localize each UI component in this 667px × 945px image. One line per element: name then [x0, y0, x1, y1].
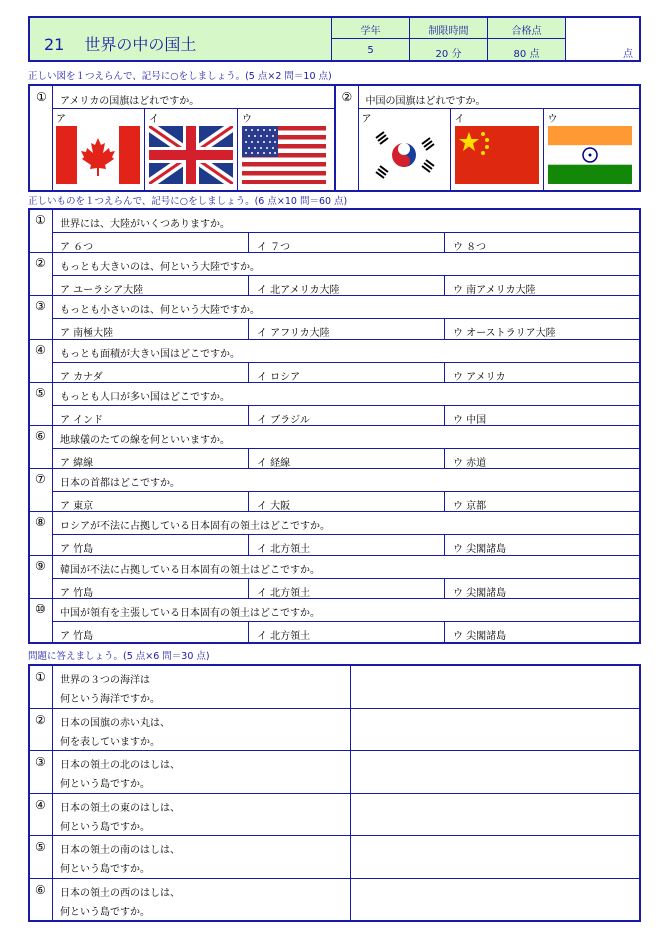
flag-option-c[interactable]: [544, 108, 637, 192]
question-number: ①: [35, 670, 46, 684]
answer-option[interactable]: ウ オーストラリア大陸: [444, 319, 639, 338]
pass-score-label: 合格点: [511, 26, 542, 37]
mc-question-row: [30, 253, 639, 296]
answer-option[interactable]: ア ６つ: [60, 242, 94, 253]
grade-value: 5: [367, 45, 374, 56]
answer-option[interactable]: イ ロシア: [248, 363, 444, 382]
worksheet-number: 21: [44, 35, 65, 54]
question-text-line2: 何という島ですか。: [60, 907, 150, 918]
option-label: ア: [361, 114, 372, 125]
question-text-line2: 何という島ですか。: [60, 864, 150, 876]
usa-flag-icon: [242, 126, 326, 184]
question-text-line2: 何という島ですか。: [60, 821, 150, 833]
answer-box[interactable]: [350, 666, 351, 708]
short-answer-row: [30, 879, 639, 922]
answer-option[interactable]: ウ 尖閣諸島: [444, 579, 639, 598]
question-text: 地球儀のたての線を何といいますか。: [60, 435, 230, 446]
question-number: ③: [35, 299, 46, 314]
question-number: ②: [35, 256, 46, 271]
page-title: [30, 18, 332, 60]
time-limit-value: 20 分: [435, 49, 462, 60]
question-text: もっとも人口が多い国はどこですか。: [60, 391, 230, 403]
short-answer-row: [30, 794, 639, 837]
question-number: ⑨: [35, 558, 46, 573]
grade-label: 学年: [360, 26, 381, 37]
mc-question-row: [30, 296, 639, 339]
question-text-line2: 何という海洋ですか。: [60, 694, 160, 705]
flag-questions: [28, 84, 641, 192]
short-answer-row: [30, 666, 639, 709]
answer-option[interactable]: ウ 尖閣諸島: [444, 535, 639, 554]
question-text-line1: 日本の領土の北のはしは、: [60, 760, 180, 772]
answer-option[interactable]: ア カナダ: [60, 371, 103, 383]
answer-option[interactable]: ア 竹島: [60, 544, 94, 556]
question-number: ①: [35, 213, 46, 227]
question-text: 中国が領有を主張している日本固有の領土はどこですか。: [60, 607, 320, 619]
section1-instruction: 正しい図を１つえらんで、記号に○をしましょう。(5 点×2 問＝10 点): [28, 71, 332, 82]
question-text-line2: 何という島ですか。: [60, 779, 150, 791]
short-answer-row: [30, 751, 639, 794]
mc-question-row: [30, 599, 639, 642]
mc-question-row: [30, 210, 639, 253]
answer-option[interactable]: ウ 南アメリカ大陸: [444, 276, 639, 295]
flag-option-c[interactable]: [238, 108, 331, 192]
question-number: ①: [36, 90, 47, 104]
answer-option[interactable]: ウ 京都: [444, 492, 639, 511]
question-text: 日本の首都はどこですか。: [60, 478, 180, 490]
answer-option[interactable]: ア 緯線: [60, 458, 94, 469]
flag-option-b[interactable]: [451, 108, 544, 192]
answer-option[interactable]: イ 北方領土: [248, 579, 444, 598]
option-label: ア: [56, 114, 66, 125]
short-answer-row: [30, 709, 639, 752]
question-number: ③: [35, 755, 46, 770]
answer-option[interactable]: ウ 尖閣諸島: [444, 622, 639, 642]
question-number: ⑥: [35, 883, 46, 897]
question-number: ⑤: [35, 840, 46, 855]
answer-option[interactable]: イ 北アメリカ大陸: [248, 276, 444, 295]
answer-option[interactable]: ア 東京: [60, 501, 94, 513]
short-answer-row: [30, 836, 639, 879]
answer-option[interactable]: ア 竹島: [60, 630, 94, 642]
answer-box[interactable]: [350, 751, 351, 793]
time-limit-cell: [410, 18, 488, 60]
question-number: ②: [341, 90, 353, 104]
question-text-line2: 何を表していますか。: [60, 736, 160, 748]
answer-option[interactable]: ア ユーラシア大陸: [60, 285, 144, 297]
question-text: 中国の国旗はどれですか。: [365, 96, 486, 107]
answer-option[interactable]: ウ ８つ: [444, 233, 639, 252]
mc-question-row: [30, 340, 639, 383]
section3-instruction: 問題に答えましょう。(5 点×6 問＝30 点): [28, 651, 210, 662]
option-label: ウ: [242, 114, 252, 125]
answer-box[interactable]: [350, 836, 351, 878]
question-number: ⑧: [35, 515, 46, 530]
time-limit-label: 制限時間: [428, 26, 469, 37]
score-unit: 点: [623, 49, 633, 60]
answer-option[interactable]: ウ アメリカ: [444, 363, 639, 382]
option-label: イ: [149, 114, 159, 125]
question-number: ④: [35, 797, 46, 812]
question-text: もっとも面積が大きい国はどこですか。: [60, 348, 240, 360]
answer-option[interactable]: イ 北方領土: [248, 622, 444, 642]
answer-option[interactable]: イ 経線: [248, 449, 444, 468]
india-flag-icon: [548, 126, 632, 184]
mc-question-row: [30, 426, 639, 469]
question-text: ロシアが不法に占拠している日本固有の領土はどこですか。: [60, 521, 330, 533]
mc-question-row: [30, 383, 639, 426]
answer-option[interactable]: イ 北方領土: [248, 535, 444, 554]
answer-option[interactable]: イ ７つ: [248, 233, 444, 252]
question-text-line1: 日本の領土の南のはしは、: [60, 845, 180, 857]
answer-option[interactable]: ア 南極大陸: [60, 328, 114, 340]
mc-question-row: [30, 512, 639, 555]
answer-option[interactable]: ア 竹島: [60, 587, 94, 599]
option-label: ウ: [547, 114, 558, 125]
question-text-line1: 日本の領土の東のはしは、: [60, 802, 180, 814]
mc-question-row: [30, 469, 639, 512]
grade-cell: [332, 18, 410, 60]
answer-option[interactable]: ウ 中国: [444, 406, 639, 425]
pass-score-value: 80 点: [513, 49, 540, 60]
korea-flag-icon: [362, 126, 446, 184]
question-text: もっとも大きいのは、何という大陸ですか。: [60, 262, 260, 274]
answer-option[interactable]: イ ブラジル: [248, 406, 444, 425]
flag-question-2: [334, 86, 640, 190]
worksheet-title: 世界の中の国土: [84, 35, 197, 54]
short-answer-table: [28, 664, 641, 922]
question-number: ⑩: [35, 601, 46, 616]
multiple-choice-table: [28, 208, 641, 644]
answer-box[interactable]: [350, 709, 351, 751]
section2-instruction: 正しいものを１つえらんで、記号に○をしましょう。(6 点×10 問＝60 点): [28, 196, 348, 207]
question-number: ④: [35, 342, 46, 357]
question-text-line1: 世界の３つの海洋は: [60, 675, 150, 686]
question-text: 韓国が不法に占拠している日本固有の領土はどこですか。: [60, 564, 320, 576]
question-text: アメリカの国旗はどれですか。: [60, 96, 200, 107]
question-text-line1: 日本の領土の西のはしは、: [60, 888, 180, 899]
flag-option-a[interactable]: [52, 108, 145, 192]
answer-box[interactable]: [350, 879, 351, 922]
option-label: イ: [454, 114, 465, 125]
answer-box[interactable]: [350, 794, 351, 836]
flag-option-a[interactable]: [358, 108, 451, 192]
pass-score-cell: [488, 18, 566, 60]
answer-option[interactable]: イ アフリカ大陸: [248, 319, 444, 338]
mc-question-row: [30, 556, 639, 599]
question-number: ⑥: [35, 429, 46, 443]
answer-option[interactable]: イ 大阪: [248, 492, 444, 511]
worksheet-header: [28, 16, 641, 62]
question-text: もっとも小さいのは、何という大陸ですか。: [60, 305, 260, 317]
answer-option[interactable]: ア インド: [60, 414, 104, 426]
question-text-line1: 日本の国旗の赤い丸は、: [60, 717, 170, 729]
question-number: ⑦: [35, 472, 46, 487]
question-number: ②: [35, 712, 46, 727]
answer-option[interactable]: ウ 赤道: [444, 449, 639, 468]
question-number: ⑤: [35, 385, 46, 400]
question-text: 世界には、大陸がいくつありますか。: [60, 219, 230, 230]
flag-option-b[interactable]: [145, 108, 238, 192]
china-flag-icon: [455, 126, 539, 184]
canada-flag-icon: [56, 126, 140, 184]
flag-question-1: [30, 86, 334, 190]
score-cell[interactable]: [566, 18, 639, 60]
uk-flag-icon: [149, 126, 233, 184]
